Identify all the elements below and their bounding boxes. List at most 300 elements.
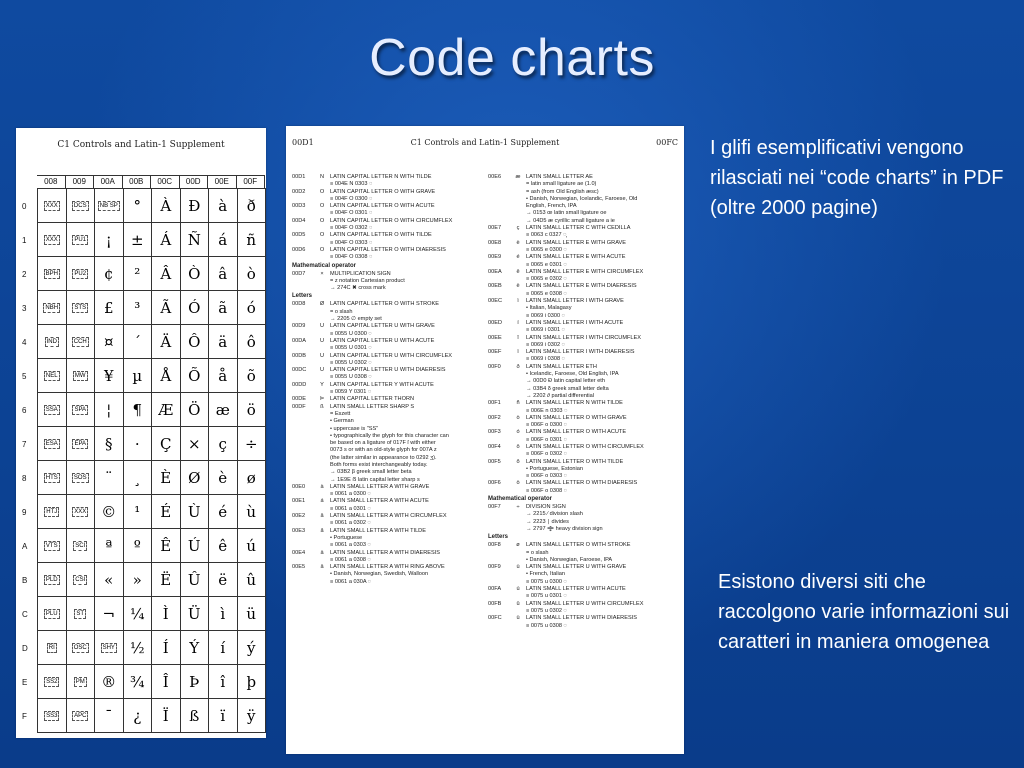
code-chart-cell <box>95 597 124 631</box>
entry-codepoint: 00F7 <box>488 504 501 511</box>
names-list-note <box>488 305 682 312</box>
control-char-glyph: PU2 <box>74 270 87 277</box>
names-list-note <box>488 378 682 385</box>
entry-glyph: î <box>517 334 519 341</box>
char-glyph: ª <box>105 536 113 555</box>
entry-codepoint: 00DA <box>292 337 306 344</box>
entry-note: → 03B2 β greek small letter beta <box>330 469 412 476</box>
code-chart-cell <box>209 461 238 495</box>
entry-codepoint: 00DE <box>292 396 306 403</box>
entry-note: ≡ 0055 U 0300 ◌̀ <box>330 330 372 337</box>
char-glyph: ì <box>220 604 226 623</box>
control-char-glyph: HTS <box>45 474 58 481</box>
char-glyph: ÿ <box>247 706 256 725</box>
char-glyph: Û <box>187 570 201 589</box>
entry-codepoint: 00EA <box>488 268 502 275</box>
entry-name: LATIN SMALL LETTER U WITH DIAERESIS <box>526 615 637 622</box>
names-list-note <box>292 411 486 418</box>
entry-note: • Danish, Norwegian, Icelandic, Faroese, Old <box>526 195 638 202</box>
names-list-note <box>488 451 682 458</box>
code-chart-cell <box>238 393 267 427</box>
code-chart-cell <box>209 359 238 393</box>
code-chart-row-header: 0 <box>22 202 27 211</box>
entry-codepoint: 00E0 <box>292 483 306 490</box>
entry-glyph: õ <box>516 458 520 465</box>
char-glyph: ã <box>218 298 228 317</box>
names-list-section-heading: Mathematical operator <box>292 262 357 269</box>
char-glyph: ® <box>101 672 117 691</box>
entry-note: = z notation Cartesian product <box>330 277 405 284</box>
entry-codepoint: 00E2 <box>292 513 306 520</box>
entry-codepoint: 00D5 <box>292 232 306 239</box>
code-chart-cell <box>238 257 267 291</box>
names-list-note <box>488 218 682 225</box>
code-chart-cell <box>95 563 124 597</box>
entry-glyph: ì <box>517 298 519 305</box>
char-glyph: é <box>218 502 228 521</box>
names-list-note <box>292 240 486 247</box>
code-chart-cell <box>181 529 210 563</box>
entry-name: LATIN SMALL LETTER O WITH GRAVE <box>526 414 627 421</box>
entry-name: LATIN CAPITAL LETTER O WITH ACUTE <box>330 203 435 210</box>
control-char-glyph: SCI <box>75 542 86 549</box>
code-chart-cell <box>67 359 96 393</box>
entry-glyph: ð <box>516 363 520 370</box>
code-chart-cell <box>238 461 267 495</box>
names-list-entry <box>292 564 486 571</box>
code-chart-cell <box>67 257 96 291</box>
entry-note: ≡ 0061 a 0308 ◌̈ <box>330 556 371 563</box>
code-chart-cell <box>95 257 124 291</box>
names-list-note <box>292 491 486 498</box>
names-list-entry <box>488 586 682 593</box>
names-list-note <box>488 262 682 269</box>
entry-glyph: Ö <box>319 246 325 253</box>
entry-note: ≡ 0065 e 0302 ◌̂ <box>526 276 567 283</box>
entry-codepoint: 00F5 <box>488 458 501 465</box>
names-list-entry <box>488 615 682 622</box>
entry-note: = latin small ligature ae (1.0) <box>526 181 597 188</box>
code-chart-cell <box>38 665 67 699</box>
entry-name: LATIN CAPITAL LETTER U WITH ACUTE <box>330 337 435 344</box>
names-list-section-heading: Letters <box>488 534 509 541</box>
code-chart-row-header: 6 <box>22 406 27 415</box>
code-chart-cell <box>124 529 153 563</box>
code-chart-cell <box>152 461 181 495</box>
entry-note: (the latter similar in appearance to 0292 ʒ). <box>330 454 437 461</box>
entry-glyph: ó <box>516 429 520 436</box>
code-chart-column-header: 00B <box>123 175 152 188</box>
names-list-note <box>488 608 682 615</box>
char-glyph: Þ <box>189 672 200 691</box>
char-glyph: ù <box>246 502 257 521</box>
names-list-note <box>488 189 682 196</box>
names-list-right-code: 00FC <box>656 138 678 147</box>
entry-glyph: é <box>516 254 520 261</box>
names-list-entry <box>488 364 682 371</box>
names-list-note <box>292 455 486 462</box>
entry-glyph: ë <box>516 283 520 290</box>
entry-codepoint: 00D8 <box>292 301 306 308</box>
entry-codepoint: 00D6 <box>292 246 306 253</box>
control-char-glyph: MW <box>74 372 86 379</box>
entry-codepoint: 00F1 <box>488 400 501 407</box>
entry-note: ≡ 004F O 0300 ◌̀ <box>330 195 373 202</box>
names-list-entry <box>488 601 682 608</box>
entry-note: → 2223 ∣ divides <box>526 518 569 525</box>
char-glyph: ± <box>130 230 144 249</box>
names-list-entry <box>292 513 486 520</box>
names-list-entry <box>292 189 486 196</box>
names-list-note <box>292 557 486 564</box>
entry-note: ≡ 006F o 0303 ◌̃ <box>526 473 568 480</box>
names-list-note <box>488 422 682 429</box>
slide-title: Code charts <box>369 29 655 87</box>
names-list-entry <box>292 174 486 181</box>
entry-name: LATIN SMALL LETTER AE <box>526 174 593 180</box>
code-chart-cell <box>67 631 96 665</box>
entry-glyph: ú <box>516 586 520 593</box>
names-list-right-column <box>488 174 682 630</box>
code-chart-cell <box>181 563 210 597</box>
control-char-glyph: DCS <box>73 202 87 209</box>
entry-note: ≡ 0065 e 0300 ◌̀ <box>526 246 567 253</box>
names-list-entry <box>488 542 682 549</box>
control-char-glyph: CCH <box>73 338 87 345</box>
code-chart-cell <box>152 257 181 291</box>
entry-codepoint: 00F6 <box>488 480 501 487</box>
code-chart-cell <box>209 699 238 733</box>
code-chart-cell <box>238 189 267 223</box>
entry-glyph: ü <box>516 615 520 622</box>
entry-name: DIVISION SIGN <box>526 504 566 511</box>
names-list-note <box>488 571 682 578</box>
entry-codepoint: 00E6 <box>488 174 502 180</box>
names-list-note <box>292 426 486 433</box>
char-glyph: ¹ <box>134 502 141 521</box>
control-char-glyph: OSC <box>73 644 87 651</box>
entry-glyph: à <box>320 483 324 490</box>
char-glyph: ´ <box>133 332 141 351</box>
code-chart-cell <box>38 461 67 495</box>
char-glyph: û <box>246 570 257 589</box>
entry-note: ≡ 006F o 0308 ◌̈ <box>526 487 568 494</box>
code-chart-cell <box>152 359 181 393</box>
entry-name: LATIN SMALL LETTER I WITH DIAERESIS <box>526 349 635 356</box>
char-glyph: õ <box>246 366 256 385</box>
names-list-entry <box>292 382 486 389</box>
char-glyph: ¨ <box>105 468 113 487</box>
entry-glyph: í <box>517 319 519 326</box>
names-list-section-heading: Letters <box>292 293 313 300</box>
char-glyph: à <box>218 196 228 215</box>
char-glyph: Ù <box>187 502 201 521</box>
entry-name: LATIN SMALL LETTER O WITH STROKE <box>526 542 631 549</box>
code-chart-cell <box>124 257 153 291</box>
control-char-glyph: XXX <box>45 202 58 209</box>
entry-name: LATIN SMALL LETTER I WITH CIRCUMFLEX <box>526 334 641 341</box>
names-list-note <box>488 526 682 533</box>
entry-name: LATIN CAPITAL LETTER O WITH STROKE <box>330 301 439 308</box>
names-list-note <box>488 342 682 349</box>
entry-codepoint: 00DC <box>292 367 307 374</box>
names-list-note <box>488 291 682 298</box>
names-list-note <box>488 181 682 188</box>
char-glyph: ¸ <box>133 468 141 487</box>
char-glyph: É <box>160 502 172 521</box>
entry-name: LATIN SMALL LETTER A WITH ACUTE <box>330 498 429 505</box>
entry-note: → 04D5 ӕ cyrillic small ligature a ie <box>526 217 615 224</box>
names-list-left-code: 00D1 <box>292 138 314 147</box>
code-chart-cell <box>67 223 96 257</box>
code-chart-cell <box>238 631 267 665</box>
char-glyph: ¥ <box>103 366 114 385</box>
code-chart-column-header: 008 <box>37 175 66 188</box>
code-chart-column-header: 00F <box>237 175 266 188</box>
entry-codepoint: 00FA <box>488 586 502 593</box>
char-glyph: Õ <box>188 366 201 385</box>
entry-glyph: á <box>320 498 324 505</box>
control-char-glyph: ST <box>76 610 85 617</box>
names-list-title: C1 Controls and Latin-1 Supplement <box>410 138 560 147</box>
char-glyph: ¬ <box>102 604 116 623</box>
char-glyph: ñ <box>246 230 257 249</box>
char-glyph: × <box>187 434 201 453</box>
char-glyph: Â <box>160 264 172 283</box>
code-chart-cell <box>67 665 96 699</box>
entry-glyph: æ <box>515 174 521 180</box>
code-chart-cell <box>38 393 67 427</box>
code-chart-cell <box>209 597 238 631</box>
code-chart-cell <box>67 563 96 597</box>
names-list-note <box>292 440 486 447</box>
code-chart-cell <box>67 529 96 563</box>
entry-name: LATIN CAPITAL LETTER U WITH CIRCUMFLEX <box>330 352 453 359</box>
names-list-note <box>488 466 682 473</box>
code-chart-cell <box>238 563 267 597</box>
entry-name: LATIN SMALL LETTER A WITH CIRCUMFLEX <box>330 513 447 520</box>
names-list-entry <box>488 174 682 181</box>
code-chart-cell <box>124 461 153 495</box>
code-chart-cell <box>124 189 153 223</box>
entry-glyph: Ô <box>319 217 325 224</box>
code-chart-cell <box>209 563 238 597</box>
names-list-note <box>292 210 486 217</box>
code-chart-cell <box>38 291 67 325</box>
entry-name: LATIN SMALL LETTER ETH <box>526 363 597 370</box>
entry-codepoint: 00EB <box>488 283 502 290</box>
entry-note: be based on a ligature of 017F ſ with either <box>330 440 436 447</box>
names-list-entry <box>292 247 486 254</box>
code-chart-grid <box>37 188 266 733</box>
control-char-glyph: SS3 <box>46 712 58 719</box>
entry-note: = Eszett <box>330 410 351 417</box>
char-glyph: « <box>104 570 114 589</box>
code-chart-cell <box>181 461 210 495</box>
char-glyph: â <box>218 264 228 283</box>
entry-codepoint: 00F0 <box>488 363 501 370</box>
names-list-note <box>292 345 486 352</box>
char-glyph: ² <box>134 264 141 283</box>
char-glyph: î <box>220 672 226 691</box>
control-char-glyph: APC <box>74 712 87 719</box>
entry-codepoint: 00E7 <box>488 225 502 232</box>
code-chart-cell <box>95 529 124 563</box>
char-glyph: · <box>134 434 140 453</box>
entry-glyph: Ù <box>319 323 325 330</box>
code-chart-cell <box>124 223 153 257</box>
names-list-entry <box>292 338 486 345</box>
control-char-glyph: NEL <box>45 372 58 379</box>
char-glyph: ¿ <box>133 706 142 725</box>
code-chart-cell <box>95 427 124 461</box>
code-chart-row-header: 7 <box>22 440 27 449</box>
entry-note: → 274C ✖ cross mark <box>330 285 386 292</box>
code-chart-row-headers <box>22 190 36 734</box>
code-chart-row-header: 3 <box>22 304 27 313</box>
names-list-note <box>488 203 682 210</box>
char-glyph: Ê <box>160 536 172 555</box>
control-char-glyph: IND <box>46 338 57 345</box>
entry-glyph: Ú <box>319 337 325 344</box>
names-list-entry <box>488 400 682 407</box>
entry-name: LATIN SMALL LETTER A WITH DIAERESIS <box>330 549 441 556</box>
entry-codepoint: 00F9 <box>488 564 501 571</box>
names-list-entry <box>488 444 682 451</box>
entry-codepoint: 00D2 <box>292 188 306 195</box>
code-chart-column-header: 00C <box>151 175 180 188</box>
code-chart-row-header: A <box>22 542 28 551</box>
code-chart-row-header: C <box>22 610 28 619</box>
entry-note: ≡ 004F O 0301 ◌́ <box>330 210 373 217</box>
code-chart-cell <box>67 325 96 359</box>
entry-glyph: û <box>516 600 520 607</box>
code-chart-cell <box>38 359 67 393</box>
code-chart-cell <box>124 291 153 325</box>
names-list-entry <box>292 218 486 225</box>
entry-name: LATIN CAPITAL LETTER O WITH DIAERESIS <box>330 246 446 253</box>
control-char-glyph: PM <box>75 678 85 685</box>
entry-note: → 2202 ∂ partial differential <box>526 392 594 399</box>
char-glyph: Ì <box>162 604 169 623</box>
entry-codepoint: 00F4 <box>488 443 501 450</box>
entry-glyph: ê <box>516 268 520 275</box>
names-list-note <box>488 488 682 495</box>
code-chart-cell <box>152 665 181 699</box>
names-list-note <box>292 316 486 323</box>
names-list-note <box>292 469 486 476</box>
entry-codepoint: 00E5 <box>292 564 306 571</box>
entry-name: LATIN SMALL LETTER E WITH CIRCUMFLEX <box>526 268 644 275</box>
names-list-note <box>292 254 486 261</box>
char-glyph: ö <box>246 400 256 419</box>
code-chart-cell <box>67 461 96 495</box>
char-glyph: í <box>220 638 226 657</box>
code-chart-cell <box>152 189 181 223</box>
entry-glyph: ç <box>516 225 520 232</box>
control-char-glyph: XXX <box>74 508 87 515</box>
entry-note: ≡ 0061 a 0300 ◌̀ <box>330 491 371 498</box>
entry-codepoint: 00F8 <box>488 542 501 549</box>
entry-codepoint: 00E3 <box>292 527 306 534</box>
entry-note: → 00D0 Ð latin capital letter eth <box>526 378 605 385</box>
names-list-note <box>292 360 486 367</box>
entry-codepoint: 00E4 <box>292 549 306 556</box>
char-glyph: ï <box>220 706 226 725</box>
names-list-note <box>292 196 486 203</box>
names-list-entry <box>292 323 486 330</box>
code-chart-row-header: 8 <box>22 474 27 483</box>
control-char-glyph: SS2 <box>46 678 58 685</box>
names-list-note <box>292 579 486 586</box>
names-list-note <box>488 371 682 378</box>
names-list-note <box>488 356 682 363</box>
control-char-glyph: SHY <box>102 644 115 651</box>
entry-glyph: Õ <box>319 232 325 239</box>
entry-glyph: ô <box>516 443 520 450</box>
names-list-section-heading: Mathematical operator <box>488 496 553 503</box>
entry-codepoint: 00FB <box>488 600 502 607</box>
code-chart-cell <box>67 495 96 529</box>
char-glyph: þ <box>246 672 257 691</box>
names-list-note <box>488 473 682 480</box>
entry-glyph: Ò <box>319 188 325 195</box>
code-chart-cell <box>238 699 267 733</box>
char-glyph: ò <box>246 264 256 283</box>
control-char-glyph: EPA <box>74 440 87 447</box>
char-glyph: § <box>105 434 113 453</box>
code-chart-cell <box>95 393 124 427</box>
code-chart-row-header: 9 <box>22 508 27 517</box>
code-chart-cell <box>209 529 238 563</box>
code-chart-column-header: 00A <box>94 175 123 188</box>
names-list-entry <box>292 353 486 360</box>
char-glyph: ô <box>246 332 256 351</box>
entry-name: LATIN SMALL LETTER E WITH GRAVE <box>526 239 626 246</box>
code-chart-cell <box>209 189 238 223</box>
code-chart-cell <box>152 563 181 597</box>
entry-glyph: × <box>320 270 324 277</box>
entry-codepoint: 00E8 <box>488 239 502 246</box>
entry-name: LATIN SMALL LETTER O WITH CIRCUMFLEX <box>526 443 644 450</box>
char-glyph: À <box>160 196 172 215</box>
char-glyph: ß <box>189 706 200 725</box>
char-glyph: ú <box>246 536 257 555</box>
entry-note: 0073 s or with an old-style glyph for 007A z <box>330 447 437 454</box>
control-char-glyph: STS <box>74 304 87 311</box>
entry-glyph: Ü <box>319 367 325 374</box>
entry-name: LATIN SMALL LETTER O WITH DIAERESIS <box>526 480 638 487</box>
code-chart-cell <box>209 325 238 359</box>
char-glyph: ê <box>218 536 228 555</box>
names-list-entry <box>488 254 682 261</box>
code-chart-cell <box>181 427 210 461</box>
entry-note: → 2215 ∕ division slash <box>526 511 583 518</box>
entry-note: ≡ 0063 c 0327 ◌̧ <box>526 232 567 239</box>
names-list-entry <box>488 335 682 342</box>
entry-glyph: å <box>320 564 324 571</box>
entry-note: • German <box>330 418 354 425</box>
code-chart-table-image <box>16 128 266 738</box>
code-chart-cell <box>152 223 181 257</box>
code-chart-cell <box>209 291 238 325</box>
code-chart-cell <box>181 257 210 291</box>
entry-codepoint: 00D4 <box>292 217 306 224</box>
entry-name: LATIN SMALL LETTER E WITH ACUTE <box>526 254 626 261</box>
entry-note: ≡ 0055 U 0301 ◌́ <box>330 345 372 352</box>
control-char-glyph: PU1 <box>74 236 87 243</box>
code-chart-cell <box>181 699 210 733</box>
